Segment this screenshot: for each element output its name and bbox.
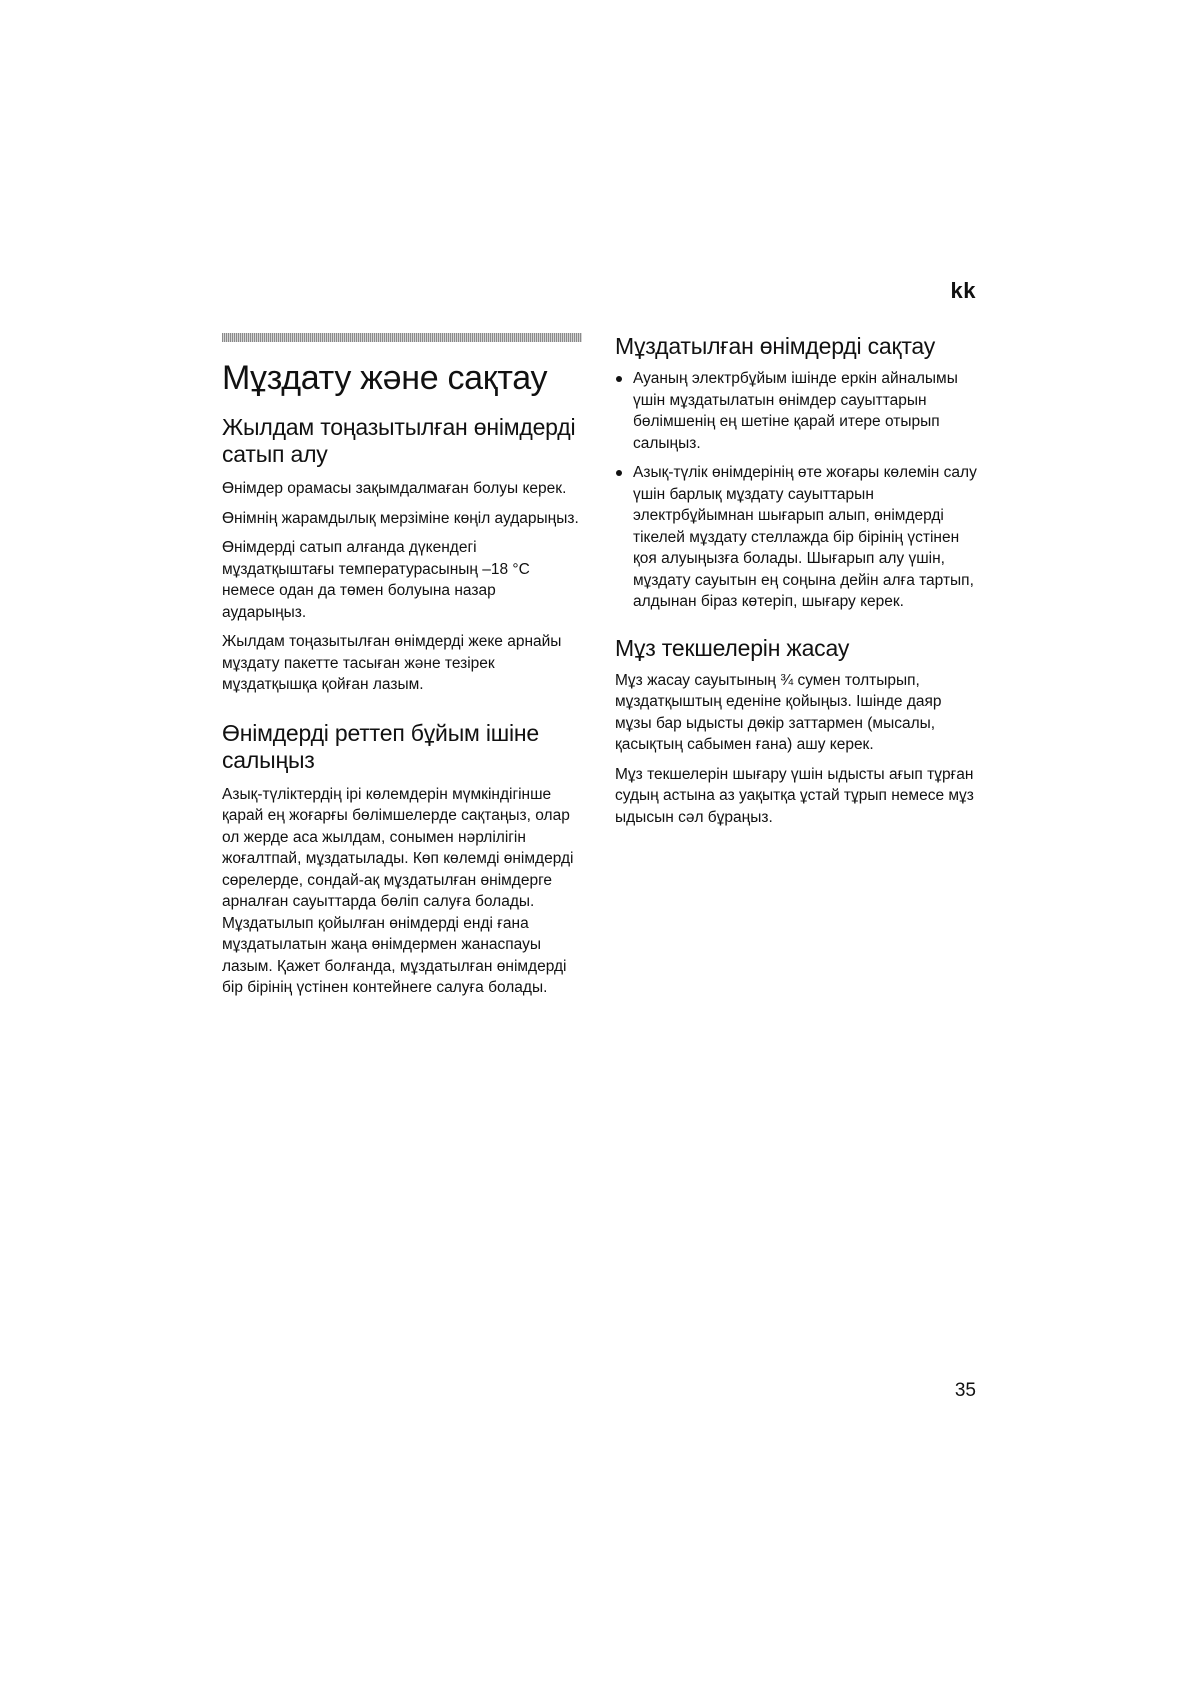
page-title: Мұздату және сақтау <box>222 359 548 397</box>
list-item-text: Азық-түлік өнімдерінің өте жоғары көлемін салу үшін барлық мұздату сауыттарын электрбұйымнан шығарып алып, өнімдерді тікелей мұздату стеллажда бір бірінің үстінен қоя алуыңызға болады. Шығарып алу үшін, мұздату сауытын ең соңына дейін алға тартып, алдынан біраз көтеріп, шығару керек. <box>633 464 977 610</box>
page-number: 35 <box>954 1380 976 1401</box>
section-rule <box>222 333 582 342</box>
paragraph: Азық-түліктердің ірі көлемдерін мүмкіндігінше қарай ең жоғарғы бөлімшелерде сақтаңыз, олар ол жерде аса жылдам, сонымен нәрлілігін жоғалтпай, мұздатылады. Көп көлемді өнімдерді сөрелерде, сондай-ақ мұздатылған өнімдерге арналған сауыттарда бөліп салуға болады. Мұздатылып қойылған өнімдерді енді ғана мұздатылатын жаңа өнімдермен жанаспауы лазым. Қажет болғанда, мұздатылған өнімдерді бір бірінің үстінен контейнеге салуға болады. <box>222 785 574 996</box>
left-column <box>222 333 582 1007</box>
section-title-arranging-products: Өнімдерді реттеп бұйым ішіне салыңыз <box>222 719 539 773</box>
bullet-icon <box>616 376 622 382</box>
paragraph: Жылдам тоңазытылған өнімдерді жеке арнайы мұздату пакетте тасыған және тезірек мұздатқышқа қойған лазым. <box>222 633 562 693</box>
right-column <box>615 333 980 836</box>
bullet-list <box>615 368 980 613</box>
section-title-storing-frozen: Мұздатылған өнімдерді сақтау <box>615 333 936 359</box>
paragraph: Өнімдер орамасы зақымдалмаған болуы керек. <box>222 480 567 497</box>
paragraph: Мұз текшелерін шығару үшін ыдысты ағып тұрған судың астына аз уақытқа ұстай тұрып немесе мұз ыдысын сәл бұраңыз. <box>615 765 974 826</box>
list-item-text: Ауаның электрбұйым ішінде еркін айналымы үшін мұздатылатын өнімдер сауыттарын бөлімшенің ең шетіне қарай итере отырып салыңыз. <box>633 370 958 452</box>
paragraph: Мұз жасау сауытының ¾ сумен толтырып, мұздатқыштың еденіне қойыңыз. Ішінде даяр мұзы бар ыдысты дөкір заттармен (мысалы, қасықтың сабымен ғана) ашу керек. <box>615 671 942 753</box>
section-title-buying-frozen: Жылдам тоңазытылған өнімдерді сатып алу <box>222 414 576 467</box>
section-title-ice-cubes: Мұз текшелерін жасау <box>615 634 850 661</box>
language-code: kk <box>950 278 976 303</box>
list-item <box>615 368 980 454</box>
bullet-icon <box>616 470 622 476</box>
paragraph: Өнімдерді сатып алғанда дүкендегі мұздатқыштағы температурасының –18 °C немесе одан да төмен болуына назар аударыңыз. <box>222 539 530 621</box>
list-item <box>615 462 980 613</box>
paragraph: Өнімнің жарамдылық мерзіміне көңіл аударыңыз. <box>222 509 579 527</box>
